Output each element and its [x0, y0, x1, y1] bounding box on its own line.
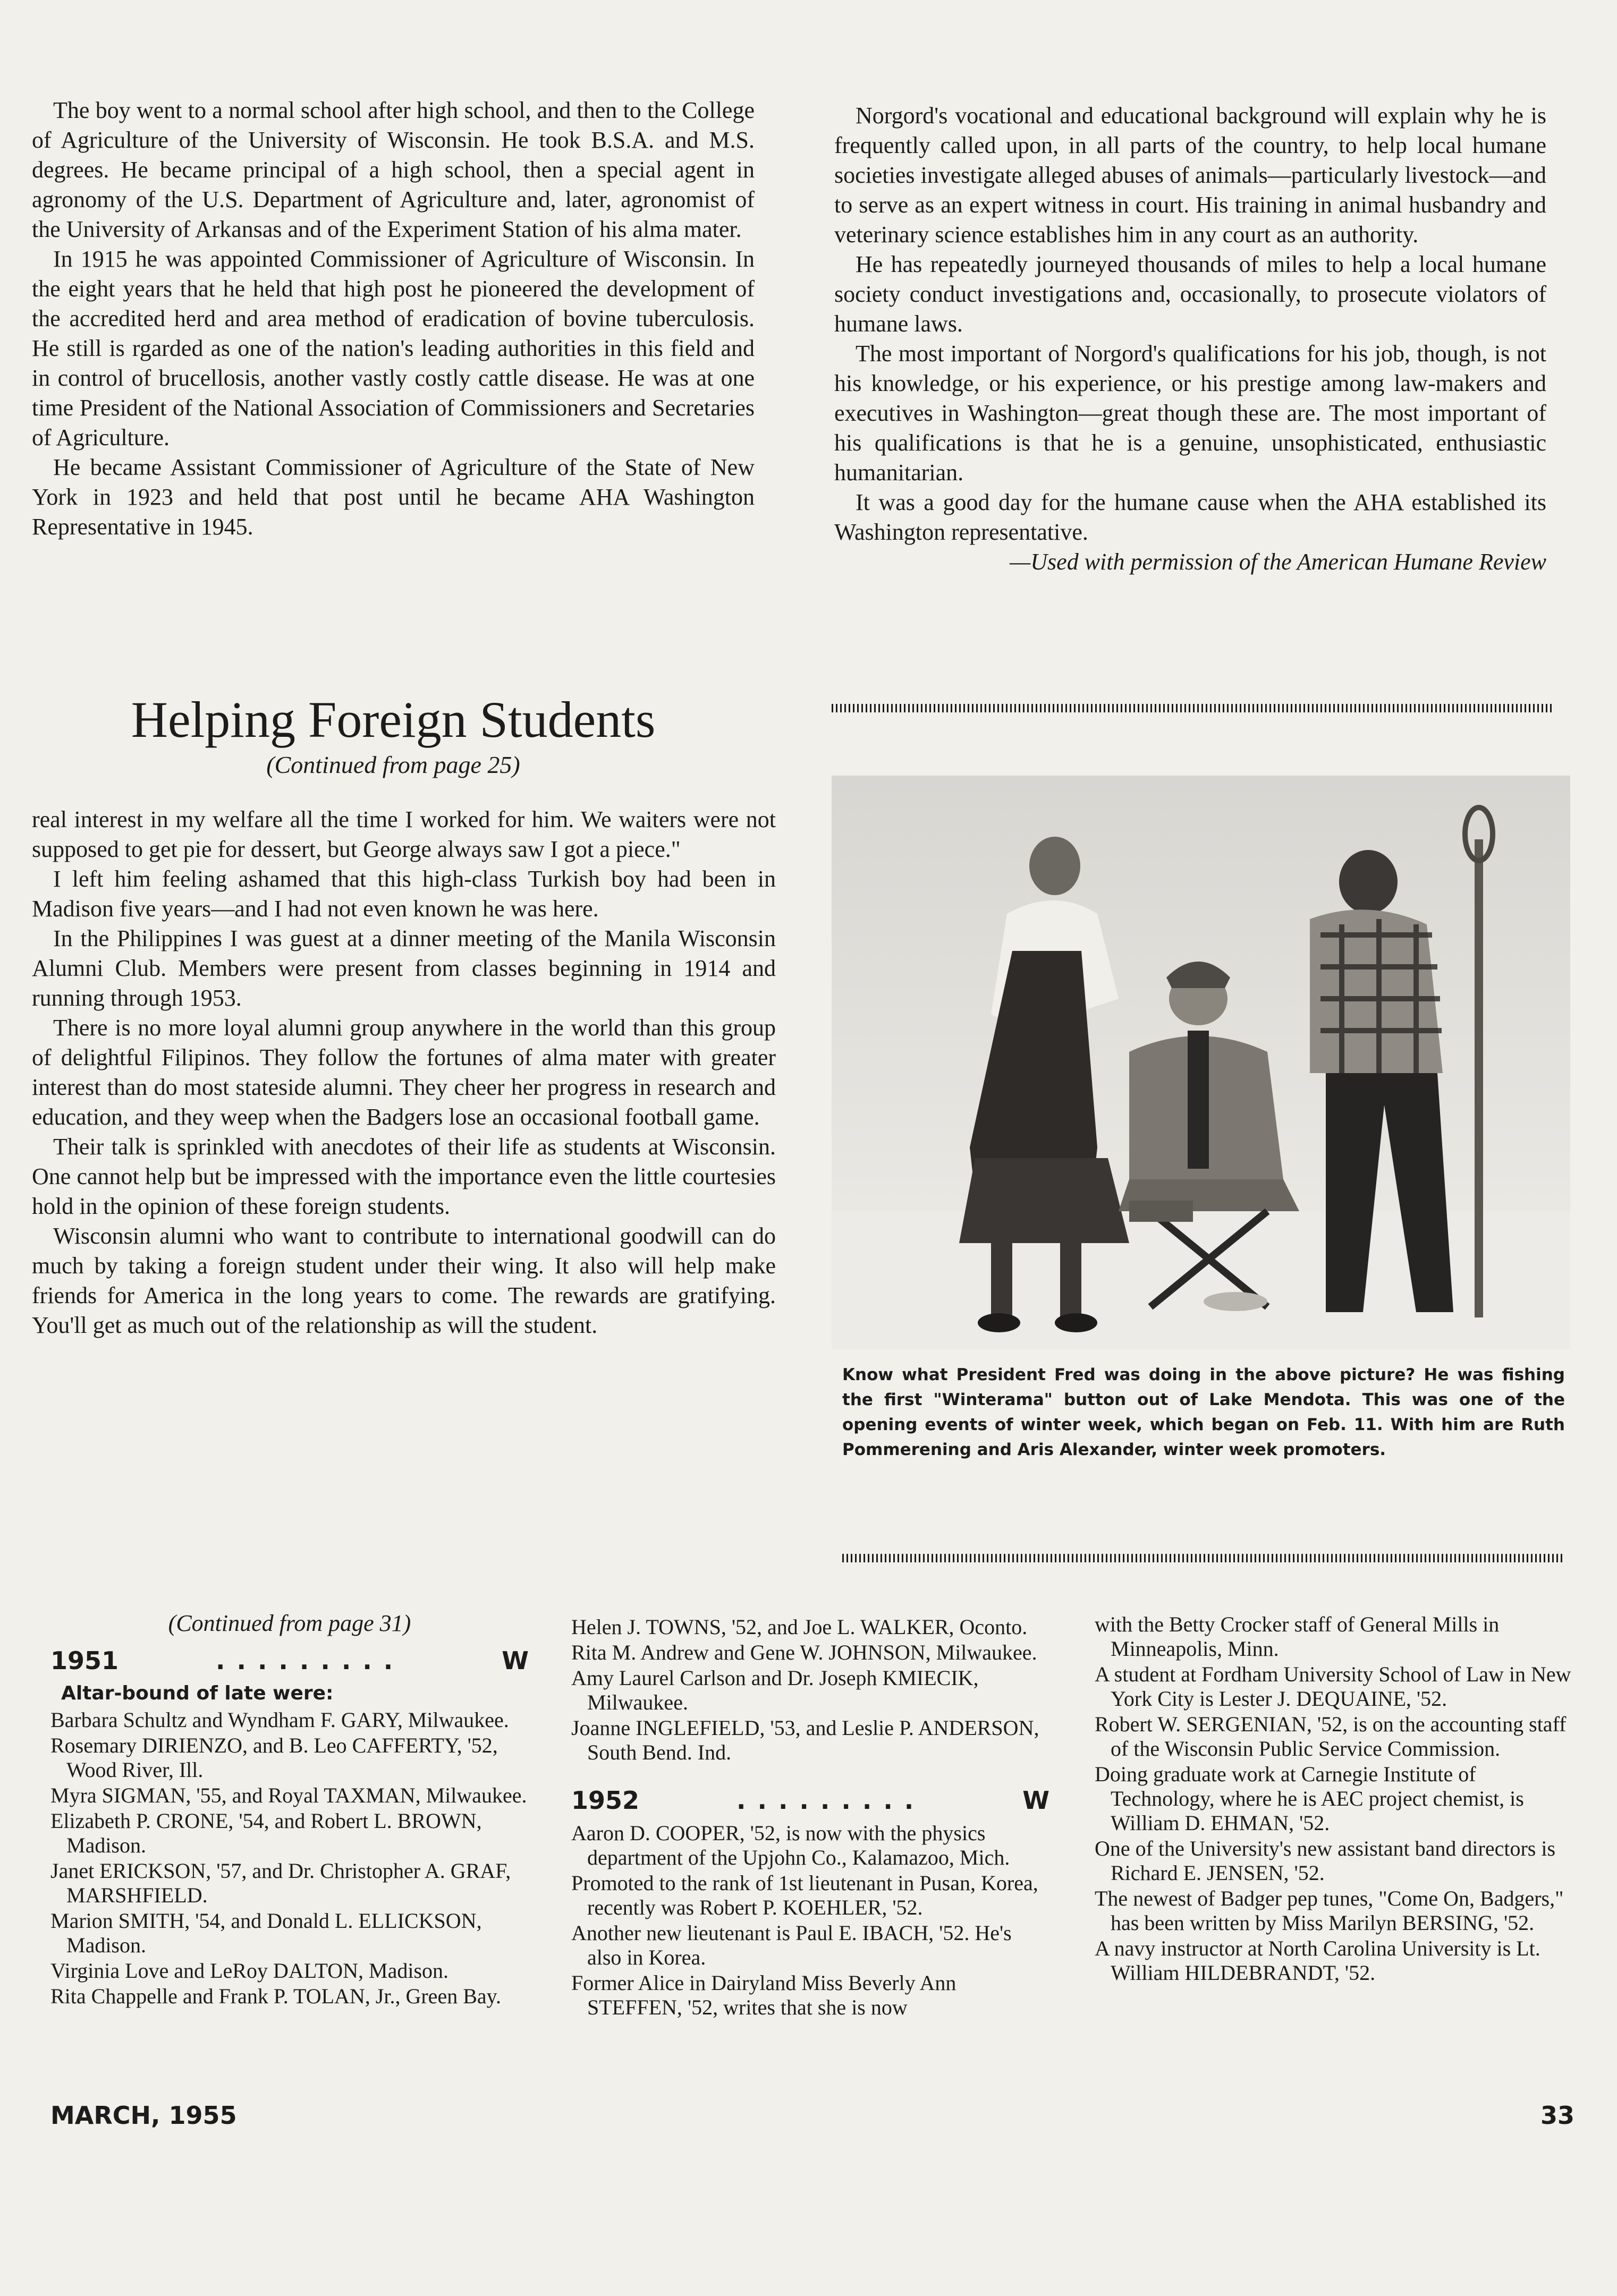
page-number: 33 — [1540, 2101, 1574, 2130]
note-item: Barbara Schultz and Wyndham F. GARY, Milwaukee. — [50, 1708, 509, 1732]
top-left-column — [32, 96, 755, 542]
photo-ice-fishing — [832, 776, 1570, 1349]
note-item: Aaron D. COOPER, '52, is now with the physics department of the Upjohn Co., Kalamazoo, Mich. — [571, 1821, 1010, 1869]
paragraph: Their talk is sprinkled with anecdotes of their life as students at Wisconsin. One cannot help but be impressed with the importance even the little courtesies hold in the opinion of these foreign students. — [32, 1134, 776, 1219]
note-item: Another new lieutenant is Paul E. IBACH, '52. He's also in Korea. — [571, 1921, 1012, 1969]
paragraph: In the Philippines I was guest at a dinner meeting of the Manila Wisconsin Alumni Club. Members were present from classes beginning in 1914 and running through 1953. — [32, 925, 776, 1011]
note-item: A student at Fordham University School of Law in New York City is Lester J. DEQUAINE, '52. — [1095, 1662, 1571, 1711]
class-letter: W — [502, 1646, 529, 1675]
article-header — [32, 691, 755, 781]
class-letter: W — [1022, 1786, 1049, 1815]
note-item: Robert W. SERGENIAN, '52, is on the accounting staff of the Wisconsin Public Service Commission. — [1095, 1712, 1567, 1761]
note-item: Rita Chappelle and Frank P. TOLAN, Jr., Green Bay. — [50, 1984, 502, 2008]
class-notes-col-1 — [50, 1610, 529, 2010]
issue-date: MARCH, 1955 — [50, 2101, 237, 2130]
note-item: Rosemary DIRIENZO, and B. Leo CAFFERTY, '52, Wood River, Ill. — [50, 1733, 498, 1782]
class-notes-col-3 — [1095, 1612, 1573, 1986]
continued-note: (Continued from page 31) — [168, 1610, 411, 1636]
note-item: Former Alice in Dairyland Miss Beverly Ann STEFFEN, '52, writes that she is now — [571, 1971, 956, 2019]
paragraph: The most important of Norgord's qualifications for his job, though, is not his knowledge, or his experience, or his prestige among law-makers and executives in Washington—great though these are. The most important of his qualifications is that he is a genuine, unsophisticated, enthusiastic humanitarian. — [834, 341, 1546, 486]
paragraph: Wisconsin alumni who want to contribute to international goodwill can do much by taking a foreign student under their wing. It also will help make friends for America in the long years to come. The rewards are gratifying. You'll get as much out of the relationship as will the student. — [32, 1223, 776, 1338]
note-item: Rita M. Andrew and Gene W. JOHNSON, Milwaukee. — [571, 1640, 1037, 1664]
note-item: Myra SIGMAN, '55, and Royal TAXMAN, Milwaukee. — [50, 1783, 527, 1807]
paragraph: He has repeatedly journeyed thousands of miles to help a local humane society conduct investigations and, occasionally, to prosecute violators of humane laws. — [834, 251, 1546, 337]
note-item: Promoted to the rank of 1st lieutenant in Pusan, Korea, recently was Robert P. KOEHLER, '52. — [571, 1871, 1038, 1919]
paragraph: Norgord's vocational and educational background will explain why he is frequently called upon, in all parts of the country, to help local humane societies investigate alleged abuses of animals—particularly livestock—and to serve as an expert witness in court. His training in animal husbandry and veterinary science establishes him in any court as an authority. — [834, 103, 1546, 248]
class-year: 1951 — [50, 1646, 119, 1675]
note-item: Janet ERICKSON, '57, and Dr. Christopher A. GRAF, MARSHFIELD. — [50, 1859, 511, 1907]
note-item: Doing graduate work at Carnegie Institute of Technology, where he is AEC project chemist, is William D. EHMAN, '52. — [1095, 1762, 1524, 1835]
class-heading-1952 — [571, 1786, 1049, 1815]
article-title: Helping Foreign Students — [131, 691, 656, 748]
class-year: 1952 — [571, 1786, 640, 1815]
paragraph: There is no more loyal alumni group anywhere in the world than this group of delightful Filipinos. They follow the fortunes of alma mater with greater interest than do most stateside alumni. They cheer her progress in research and education, and they weep when the Badgers lose an occasional football game. — [32, 1015, 776, 1130]
note-item: Virginia Love and LeRoy DALTON, Madison. — [50, 1959, 449, 1983]
paragraph: It was a good day for the humane cause when the AHA established its Washington representative. — [834, 489, 1546, 545]
paragraph: I left him feeling ashamed that this high-class Turkish boy had been in Madison five years—and I had not even known he was here. — [32, 866, 776, 922]
article-body — [32, 805, 776, 1340]
note-item: Marion SMITH, '54, and Donald L. ELLICKSON, Madison. — [50, 1909, 482, 1957]
divider-rule — [832, 704, 1552, 712]
class-heading-1951 — [50, 1646, 529, 1675]
photo-caption: Know what President Fred was doing in the above picture? He was fishing the first "Winterama" button out of Lake Mendota. This was one of the opening events of winter week, which began on Feb. 11. With him are Ruth Pommerening and Aris Alexander, winter week promoters. — [842, 1365, 1565, 1459]
class-notes-col-2 — [571, 1615, 1049, 2021]
paragraph: In 1915 he was appointed Commissioner of Agriculture of Wisconsin. In the eight years that he held that high post he pioneered the development of the accredited herd and area method of eradication of bovine tuberculosis. He still is rgarded as one of the nation's leading authorities in this field and in control of brucellosis, another vastly costly cattle disease. He was at one time President of the National Association of Commissioners and Secretaries of Agriculture. — [32, 246, 755, 450]
top-right-column — [834, 101, 1546, 577]
photo-caption-block — [842, 1363, 1565, 1462]
note-item: Helen J. TOWNS, '52, and Joe L. WALKER, Oconto. — [571, 1615, 1028, 1639]
section-lead: Altar-bound of late were: — [61, 1682, 334, 1704]
paragraph: He became Assistant Commissioner of Agriculture of the State of New York in 1923 and held that post until he became AHA Washington Representative in 1945. — [32, 454, 755, 540]
leader-dots: ......... — [736, 1786, 926, 1815]
photo-illustration — [832, 776, 1570, 1349]
continued-note: (Continued from page 25) — [266, 751, 520, 778]
note-item: Amy Laurel Carlson and Dr. Joseph KMIECIK, Milwaukee. — [571, 1666, 979, 1714]
note-item: Elizabeth P. CRONE, '54, and Robert L. BROWN, Madison. — [50, 1809, 482, 1857]
note-item: The newest of Badger pep tunes, "Come On, Badgers," has been written by Miss Marilyn BERSING, '52. — [1095, 1886, 1564, 1935]
note-item: One of the University's new assistant band directors is Richard E. JENSEN, '52. — [1095, 1836, 1556, 1885]
note-item: Joanne INGLEFIELD, '53, and Leslie P. ANDERSON, South Bend. Ind. — [571, 1716, 1039, 1764]
paragraph: real interest in my welfare all the time I worked for him. We waiters were not supposed to get pie for dessert, but George always saw I got a piece." — [32, 806, 776, 862]
note-item: with the Betty Crocker staff of General Mills in Minneapolis, Minn. — [1095, 1612, 1500, 1661]
credit-line: —Used with permission of the American Humane Review — [1010, 549, 1546, 575]
leader-dots: ......... — [216, 1646, 405, 1675]
paragraph: The boy went to a normal school after high school, and then to the College of Agriculture of the University of Wisconsin. He took B.S.A. and M.S. degrees. He became principal of a high school, then a special agent in agronomy of the U.S. Department of Agriculture and, later, agronomist of the University of Arkansas and of the Experiment Station of his alma mater. — [32, 97, 755, 242]
divider-rule — [842, 1554, 1562, 1562]
note-item: A navy instructor at North Carolina University is Lt. William HILDEBRANDT, '52. — [1095, 1936, 1540, 1985]
